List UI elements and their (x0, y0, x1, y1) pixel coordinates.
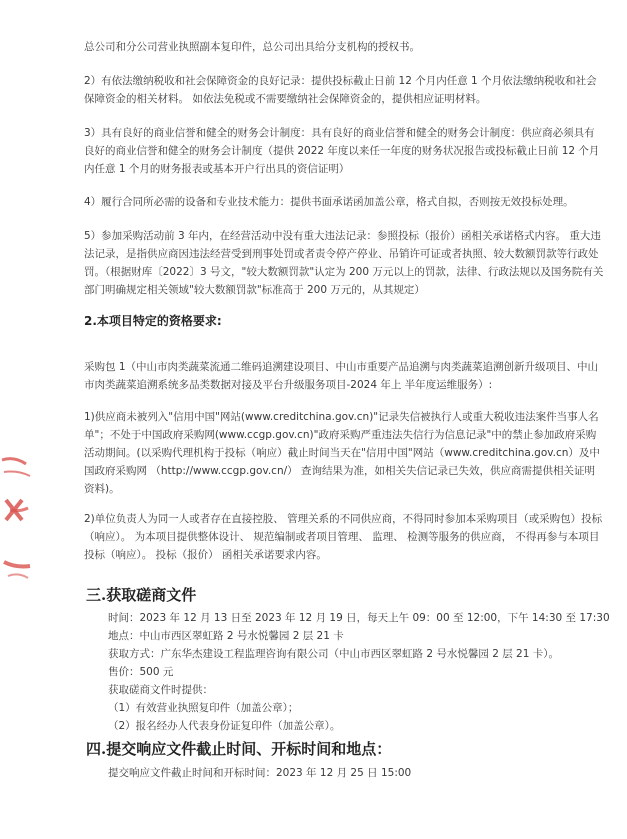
sub-heading-specific-qualifications: 2.本项目特定的资格要求: (84, 314, 222, 328)
paragraph-branch-license: 总公司和分公司营业执照副本复印件，总公司出具给分支机构的授权书。 (84, 41, 420, 53)
obtain-item-2: （2）报名经办人代表身份证复印件（加盖公章）。 (108, 720, 341, 732)
obtain-price: 售价：500 元 (108, 666, 174, 678)
section-heading-obtain-documents: 三.获取磋商文件 (86, 586, 197, 604)
paragraph-credit-check: 1)供应商未被列入"信用中国"网站(www.creditchina.gov.cn)"记录失信被执行人或重大税收违法案件当事人名单"；不处于中国政府采购网(www.ccgp.gov.cn)"政府采购严重违法失信行为信息记录"中的禁止参加政府采购活动期间。(以采购代理机构于投标（响应）截止时间当天在"信用中国"网站（www.creditchina.gov.cn）及中国政府采购网 （http://www.ccgp.gov.cn/） 查询结果为准，如相关失信记录已失效，供应商需提供相关证明资料)。 (84, 411, 600, 495)
paragraph-business-reputation: 3）具有良好的商业信誉和健全的财务会计制度：具有良好的商业信誉和健全的财务会计制度：供应商必须具有良好的商业信誉和健全的财务会计制度（提供 2022 年度以来任一年度的财务状况报告或投标截止日前 12 个月内任意 1 个月的财务报表或基本开户行出具的资信证明） (84, 127, 600, 175)
section-heading-submission-deadline: 四.提交响应文件截止时间、开标时间和地点： (86, 740, 392, 758)
obtain-method: 获取方式：广东华杰建设工程监理咨询有限公司（中山市西区翠虹路 2 号水悦馨园 2 层 21 卡）。 (108, 648, 559, 660)
paragraph-equipment-capability: 4）履行合同所必需的设备和专业技术能力：提供书面承诺函加盖公章，格式自拟，否则按无效投标处理。 (84, 196, 574, 208)
obtain-place: 地点：中山市西区翠虹路 2 号水悦馨园 2 层 21 卡 (108, 630, 344, 642)
submission-deadline-text: 提交响应文件截止时间和开标时间：2023 年 12 月 25 日 15:00 (108, 767, 412, 779)
paragraph-procurement-package: 采购包 1（中山市肉类蔬菜流通二维码追溯建设项目、中山市重要产品追溯与肉类蔬菜追溯创新升级项目、中山市肉类蔬菜追溯系统多品类数据对接及平台升级服务项目-2024 年上 半年度运维服务）: (84, 361, 599, 391)
obtain-provide-label: 获取磋商文件时提供： (108, 684, 213, 696)
paragraph-same-responsible-person: 2)单位负责人为同一人或者存在直接控股、 管理关系的不同供应商，不得同时参加本采购项目（或采购包）投标（响应）。 为本项目提供整体设计、 规范编制或者项目管理、 监理、 检测等服务的供应商， 不得再参与本项目投标（响应）。 投标（报价） 函相关承诺要求内容。 (84, 513, 603, 561)
obtain-item-1: （1）有效营业执照复印件（加盖公章）； (108, 702, 299, 714)
paragraph-tax-social-security: 2）有依法缴纳税收和社会保障资金的良好记录：提供投标截止日前 12 个月内任意 1 个月依法缴纳税收和社会保障资金的相关材料。 如依法免税或不需要缴纳社会保障资金的，提供相应证明材料。 (84, 75, 597, 105)
paragraph-no-violation-record: 5）参加采购活动前 3 年内，在经营活动中没有重大违法记录：参照投标（报价）函相关承诺格式内容。 重大违法记录，是指供应商因违法经营受到刑事处罚或者责令停产停业、吊销许可证或者执照、较大数额罚款等行政处罚。（根据财库〔2022〕3 号文，"较大数额罚款"认定为 200 万元以上的罚款，法律、行政法规以及国务院有关部门明确规定相关领域"较大数额罚款"标准高于 200 万元的，从其规定） (84, 230, 604, 296)
obtain-time: 时间：2023 年 12 月 13 日至 2023 年 12 月 19 日，每天上午 09：00 至 12:00，下午 14:30 至 17:30 (108, 612, 610, 624)
red-seal-stamp-fragment (0, 450, 32, 590)
